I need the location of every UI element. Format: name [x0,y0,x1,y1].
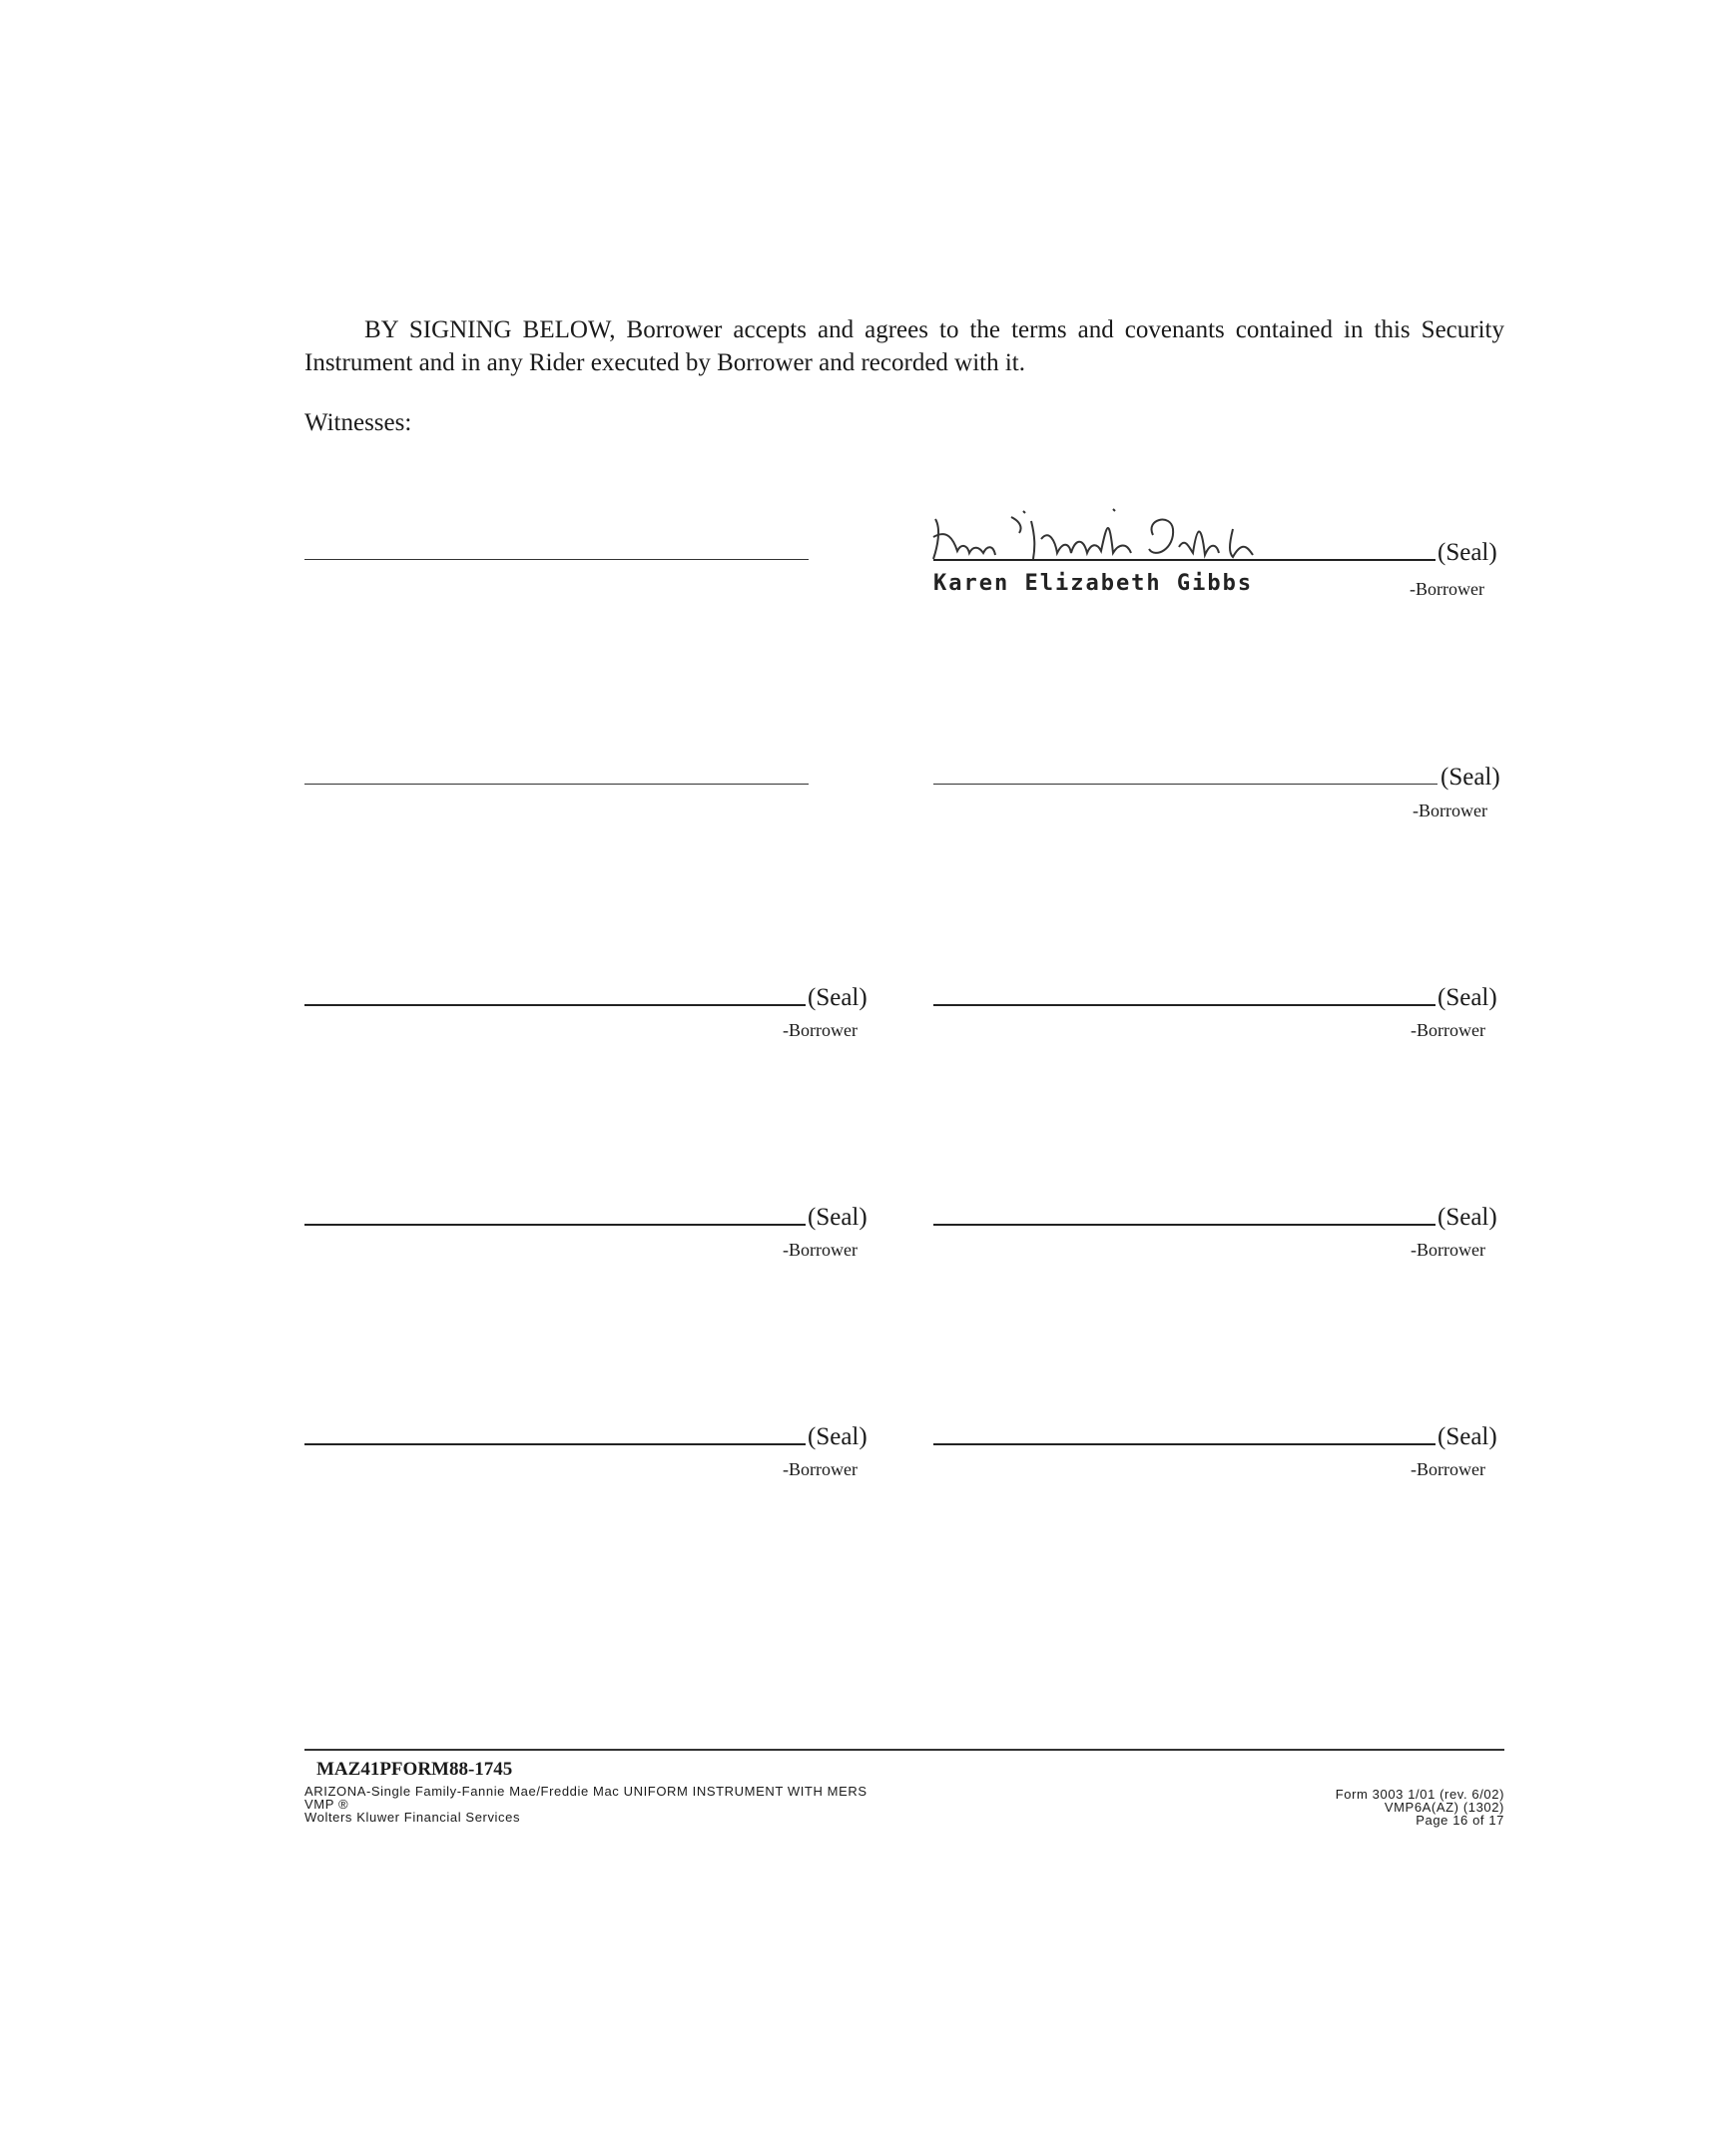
borrower-6-signature-line[interactable] [933,1224,1436,1226]
borrower-3-signature-line[interactable] [304,1004,806,1006]
seal-label: (Seal) [1438,539,1497,566]
borrower-label: -Borrower [783,1020,858,1040]
footer-left-block [304,1785,867,1824]
footer-right-block [1336,1788,1504,1827]
seal-label: (Seal) [1438,984,1497,1011]
vmp-code: VMP6A(AZ) (1302) [1384,1800,1504,1815]
borrower-5-signature-line[interactable] [304,1224,806,1226]
form-description: ARIZONA-Single Family-Fannie Mae/Freddie Mac UNIFORM INSTRUMENT WITH MERS [304,1784,867,1799]
seal-label: (Seal) [808,984,867,1011]
seal-label: (Seal) [1440,764,1500,791]
footer-rule [304,1749,1504,1751]
page-number: Page 16 of 17 [1416,1813,1504,1828]
borrower-label: -Borrower [1410,579,1484,599]
vmp-mark: VMP ® [304,1797,349,1812]
borrower-label: -Borrower [1413,801,1487,820]
borrower-7-signature-line[interactable] [304,1443,806,1445]
publisher-name: Wolters Kluwer Financial Services [304,1810,521,1825]
witness-signature-line[interactable] [304,784,809,785]
borrower-4-signature-line[interactable] [933,1004,1436,1006]
borrower-label: -Borrower [1411,1459,1485,1479]
borrower-2-signature-line[interactable] [933,784,1438,785]
seal-label: (Seal) [808,1423,867,1450]
seal-label: (Seal) [1438,1204,1497,1231]
borrower-label: -Borrower [1411,1020,1485,1040]
form-code: MAZ41PFORM88-1745 [316,1759,513,1780]
seal-label: (Seal) [1438,1423,1497,1450]
borrower-label: -Borrower [1411,1240,1485,1260]
borrower-1-signature-line[interactable] [933,559,1436,561]
borrower-8-signature-line[interactable] [933,1443,1436,1445]
signer-typed-name: Karen Elizabeth Gibbs [933,571,1254,596]
form-number: Form 3003 1/01 (rev. 6/02) [1335,1787,1504,1802]
borrower-label: -Borrower [783,1240,858,1260]
intro-paragraph: BY SIGNING BELOW, Borrower accepts and agrees to the terms and covenants contained in this Security Instrument and in any Rider executed by Borrower and recorded with it. [304,316,1504,376]
witness-signature-line[interactable] [304,559,809,560]
witnesses-label: Witnesses: [304,409,412,436]
borrower-label: -Borrower [783,1459,858,1479]
seal-label: (Seal) [808,1204,867,1231]
